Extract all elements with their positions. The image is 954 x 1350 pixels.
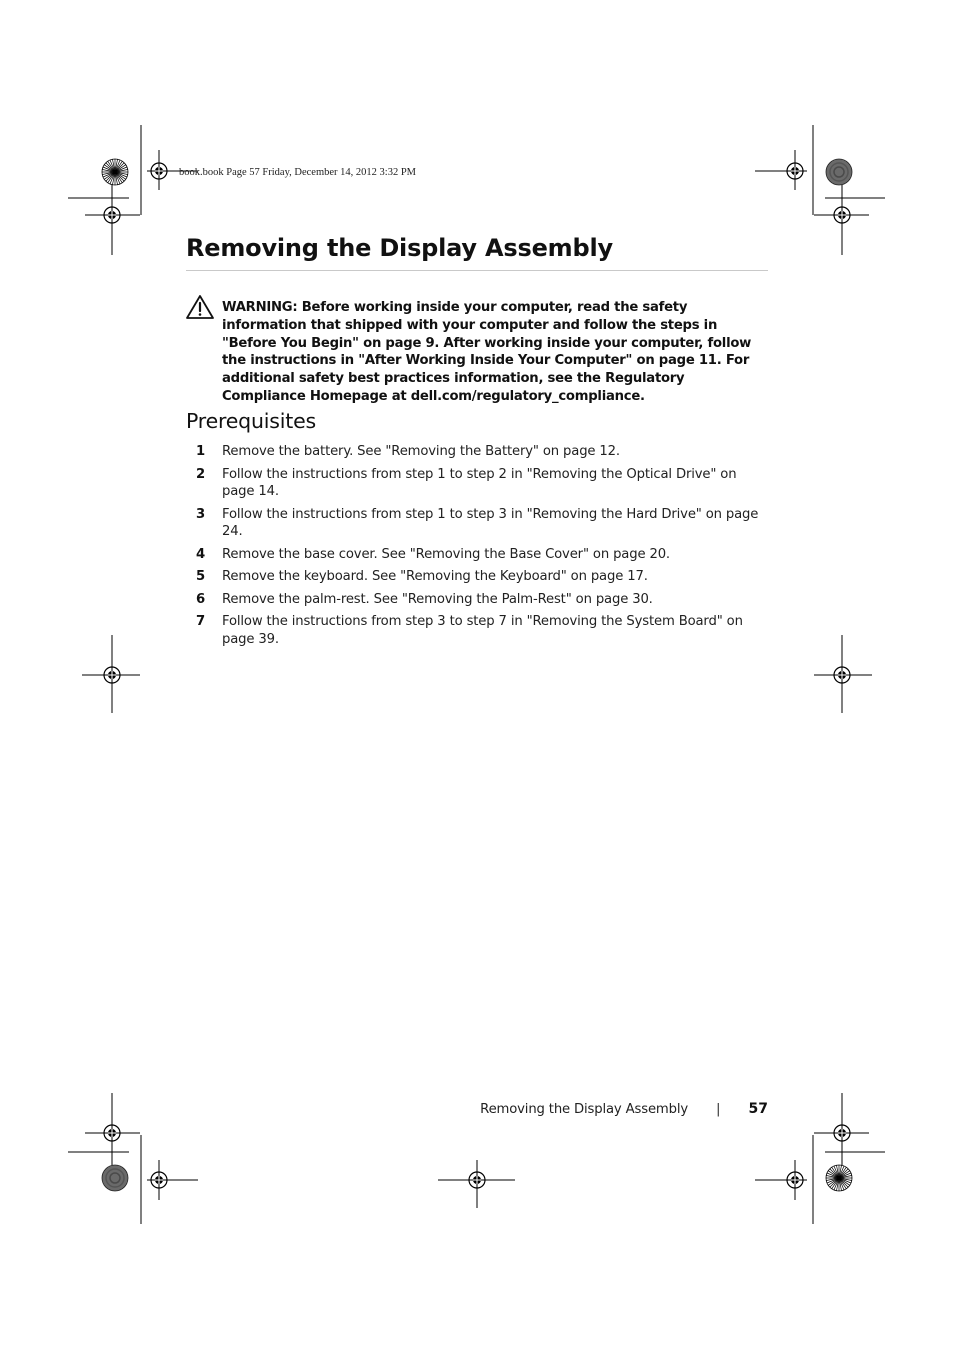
- step-text: Remove the keyboard. See "Removing the Keyboard" on page 17.: [222, 569, 648, 584]
- step-number: 7: [196, 614, 206, 629]
- step-number: 1: [196, 444, 206, 459]
- page-title: Removing the Display Assembly: [186, 234, 613, 262]
- step-text: Remove the battery. See "Removing the Battery" on page 12.: [222, 444, 620, 459]
- list-item: [186, 466, 770, 501]
- footer-separator: |: [716, 1101, 721, 1117]
- step-number: 4: [196, 546, 206, 562]
- step-text: Remove the base cover. See "Removing the Base Cover" on page 20.: [222, 546, 670, 562]
- step-number: 5: [196, 569, 206, 584]
- list-item: [186, 591, 770, 609]
- step-text: Follow the instructions from step 1 to step 2 in "Removing the Optical Drive" on page 14.: [222, 466, 737, 499]
- warning-text: WARNING: Before working inside your computer, read the safety information that shipped with your computer and follow the steps in "Before You Begin" on page 9. After working inside your computer, follow the instructions in "After Working Inside Your Computer" on page 11. For additional safety best practices information, see the Regulatory Compliance Homepage at dell.com/regulatory_compliance.: [222, 300, 752, 404]
- footer-section-title: Removing the Display Assembly: [480, 1102, 688, 1117]
- step-text: Remove the palm-rest. See "Removing the Palm-Rest" on page 30.: [222, 591, 653, 607]
- list-item: [186, 568, 770, 586]
- prerequisites-heading: Prerequisites: [186, 409, 316, 433]
- step-text: Follow the instructions from step 3 to step 7 in "Removing the System Board" on page 39.: [222, 614, 743, 647]
- list-item: [186, 443, 770, 461]
- prerequisites-list: [186, 443, 770, 648]
- title-divider: [186, 270, 768, 271]
- step-number: 6: [196, 591, 206, 607]
- step-number: 2: [196, 466, 206, 482]
- step-number: 3: [196, 506, 206, 522]
- step-text: Follow the instructions from step 1 to step 3 in "Removing the Hard Drive" on page 24.: [222, 506, 759, 539]
- list-item: [186, 546, 770, 564]
- list-item: [186, 613, 770, 648]
- warning-triangle-icon: [185, 294, 215, 320]
- list-item: [186, 506, 770, 541]
- print-slug: book.book Page 57 Friday, December 14, 2012 3:32 PM: [179, 167, 416, 178]
- page-number: 57: [748, 1101, 768, 1117]
